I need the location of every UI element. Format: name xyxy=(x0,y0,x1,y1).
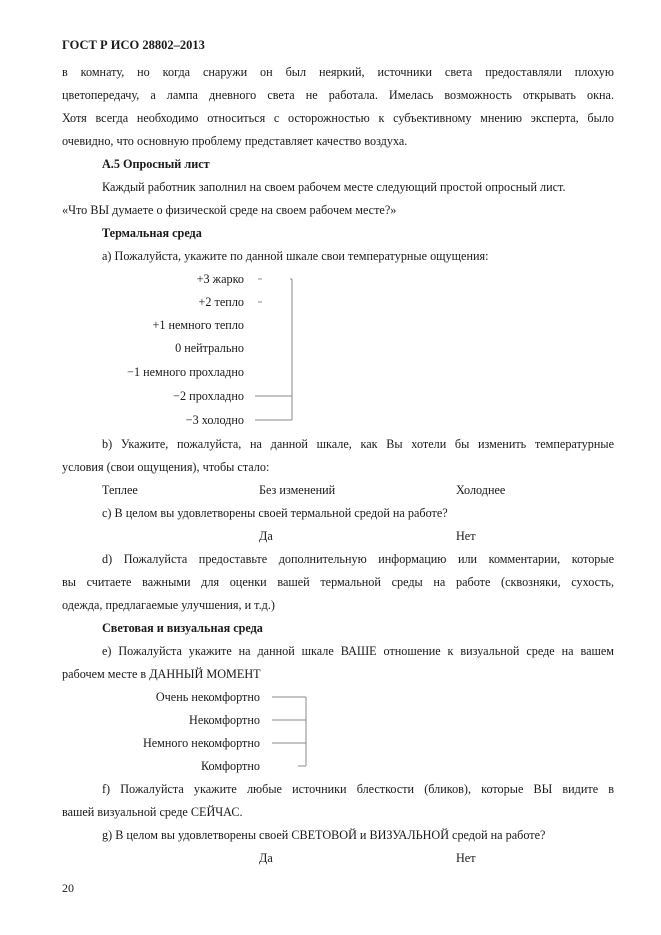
question-d-line: вы считаете важными для оценки вашей термальной среды на работе (сквозняки, сухость, xyxy=(62,575,614,589)
intro-line: Хотя всегда необходимо относиться с осторожностью к субъективному мнению эксперта, было xyxy=(62,111,614,125)
section-intro: Каждый работник заполнил на своем рабочем месте следующий простой опросный лист. xyxy=(102,180,566,194)
option-warmer[interactable]: Теплее xyxy=(102,483,138,497)
thermal-scale-item: −1 немного прохладно xyxy=(127,365,244,379)
thermal-scale-item: 0 нейтрально xyxy=(175,341,244,355)
thermal-scale-item: +1 немного тепло xyxy=(152,318,244,332)
option-no[interactable]: Нет xyxy=(456,529,476,543)
visual-scale-item: Немного некомфортно xyxy=(142,736,260,750)
thermal-scale-item: −3 холодно xyxy=(185,413,244,427)
intro-line: очевидно, что основную проблему представляет качество воздуха. xyxy=(62,134,408,148)
intro-line: в комнату, но когда снаружи он был неяркий, источники света предоставляли плохую xyxy=(62,65,614,79)
thermal-scale-item: +3 жарко xyxy=(196,272,244,286)
question-f-line: вашей визуальной среде СЕЙЧАС. xyxy=(62,805,243,819)
question-e-line: рабочем месте в ДАННЫЙ МОМЕНТ xyxy=(62,667,261,681)
question-main: «Что ВЫ думаете о физической среде на своем рабочем месте?» xyxy=(62,203,397,217)
question-c: с) В целом вы удовлетворены своей термальной средой на работе? xyxy=(102,506,448,520)
thermal-scale-item: +2 тепло xyxy=(198,295,244,309)
question-b-line: b) Укажите, пожалуйста, на данной шкале, как Вы хотели бы изменить температурные xyxy=(102,437,614,451)
question-d-line: d) Пожалуйста предоставьте дополнительную информацию или комментарии, которые xyxy=(102,552,614,566)
question-g: g) В целом вы удовлетворены своей СВЕТОВОЙ и ВИЗУАЛЬНОЙ средой на работе? xyxy=(102,828,546,842)
option-yes[interactable]: Да xyxy=(259,851,273,865)
visual-scale-item: Комфортно xyxy=(201,759,260,773)
thermal-scale-item: −2 прохладно xyxy=(173,389,244,403)
option-no-change[interactable]: Без изменений xyxy=(259,483,336,497)
page-number: 20 xyxy=(62,881,74,895)
question-d-line: одежда, предлагаемые улучшения, и т.д.) xyxy=(62,598,275,612)
document-header: ГОСТ Р ИСО 28802–2013 xyxy=(62,38,205,52)
option-yes[interactable]: Да xyxy=(259,529,273,543)
thermal-title: Термальная среда xyxy=(102,226,202,240)
visual-scale-item: Некомфортно xyxy=(189,713,260,727)
intro-line: цветопередачу, а лампа дневного света не работала. Имелась возможность открывать окна. xyxy=(62,88,614,102)
question-e-line: e) Пожалуйста укажите на данной шкале ВАШЕ отношение к визуальной среде на вашем xyxy=(102,644,614,658)
option-no[interactable]: Нет xyxy=(456,851,476,865)
visual-title: Световая и визуальная среда xyxy=(102,621,263,635)
section-title: A.5 Опросный лист xyxy=(102,157,210,171)
question-f-line: f) Пожалуйста укажите любые источники блесткости (бликов), которые ВЫ видите в xyxy=(102,782,614,796)
option-colder[interactable]: Холоднее xyxy=(456,483,506,497)
visual-scale-item: Очень некомфортно xyxy=(155,690,260,704)
question-b-line: условия (свои ощущения), чтобы стало: xyxy=(62,460,270,474)
question-a: a) Пожалуйста, укажите по данной шкале свои температурные ощущения: xyxy=(102,249,489,263)
